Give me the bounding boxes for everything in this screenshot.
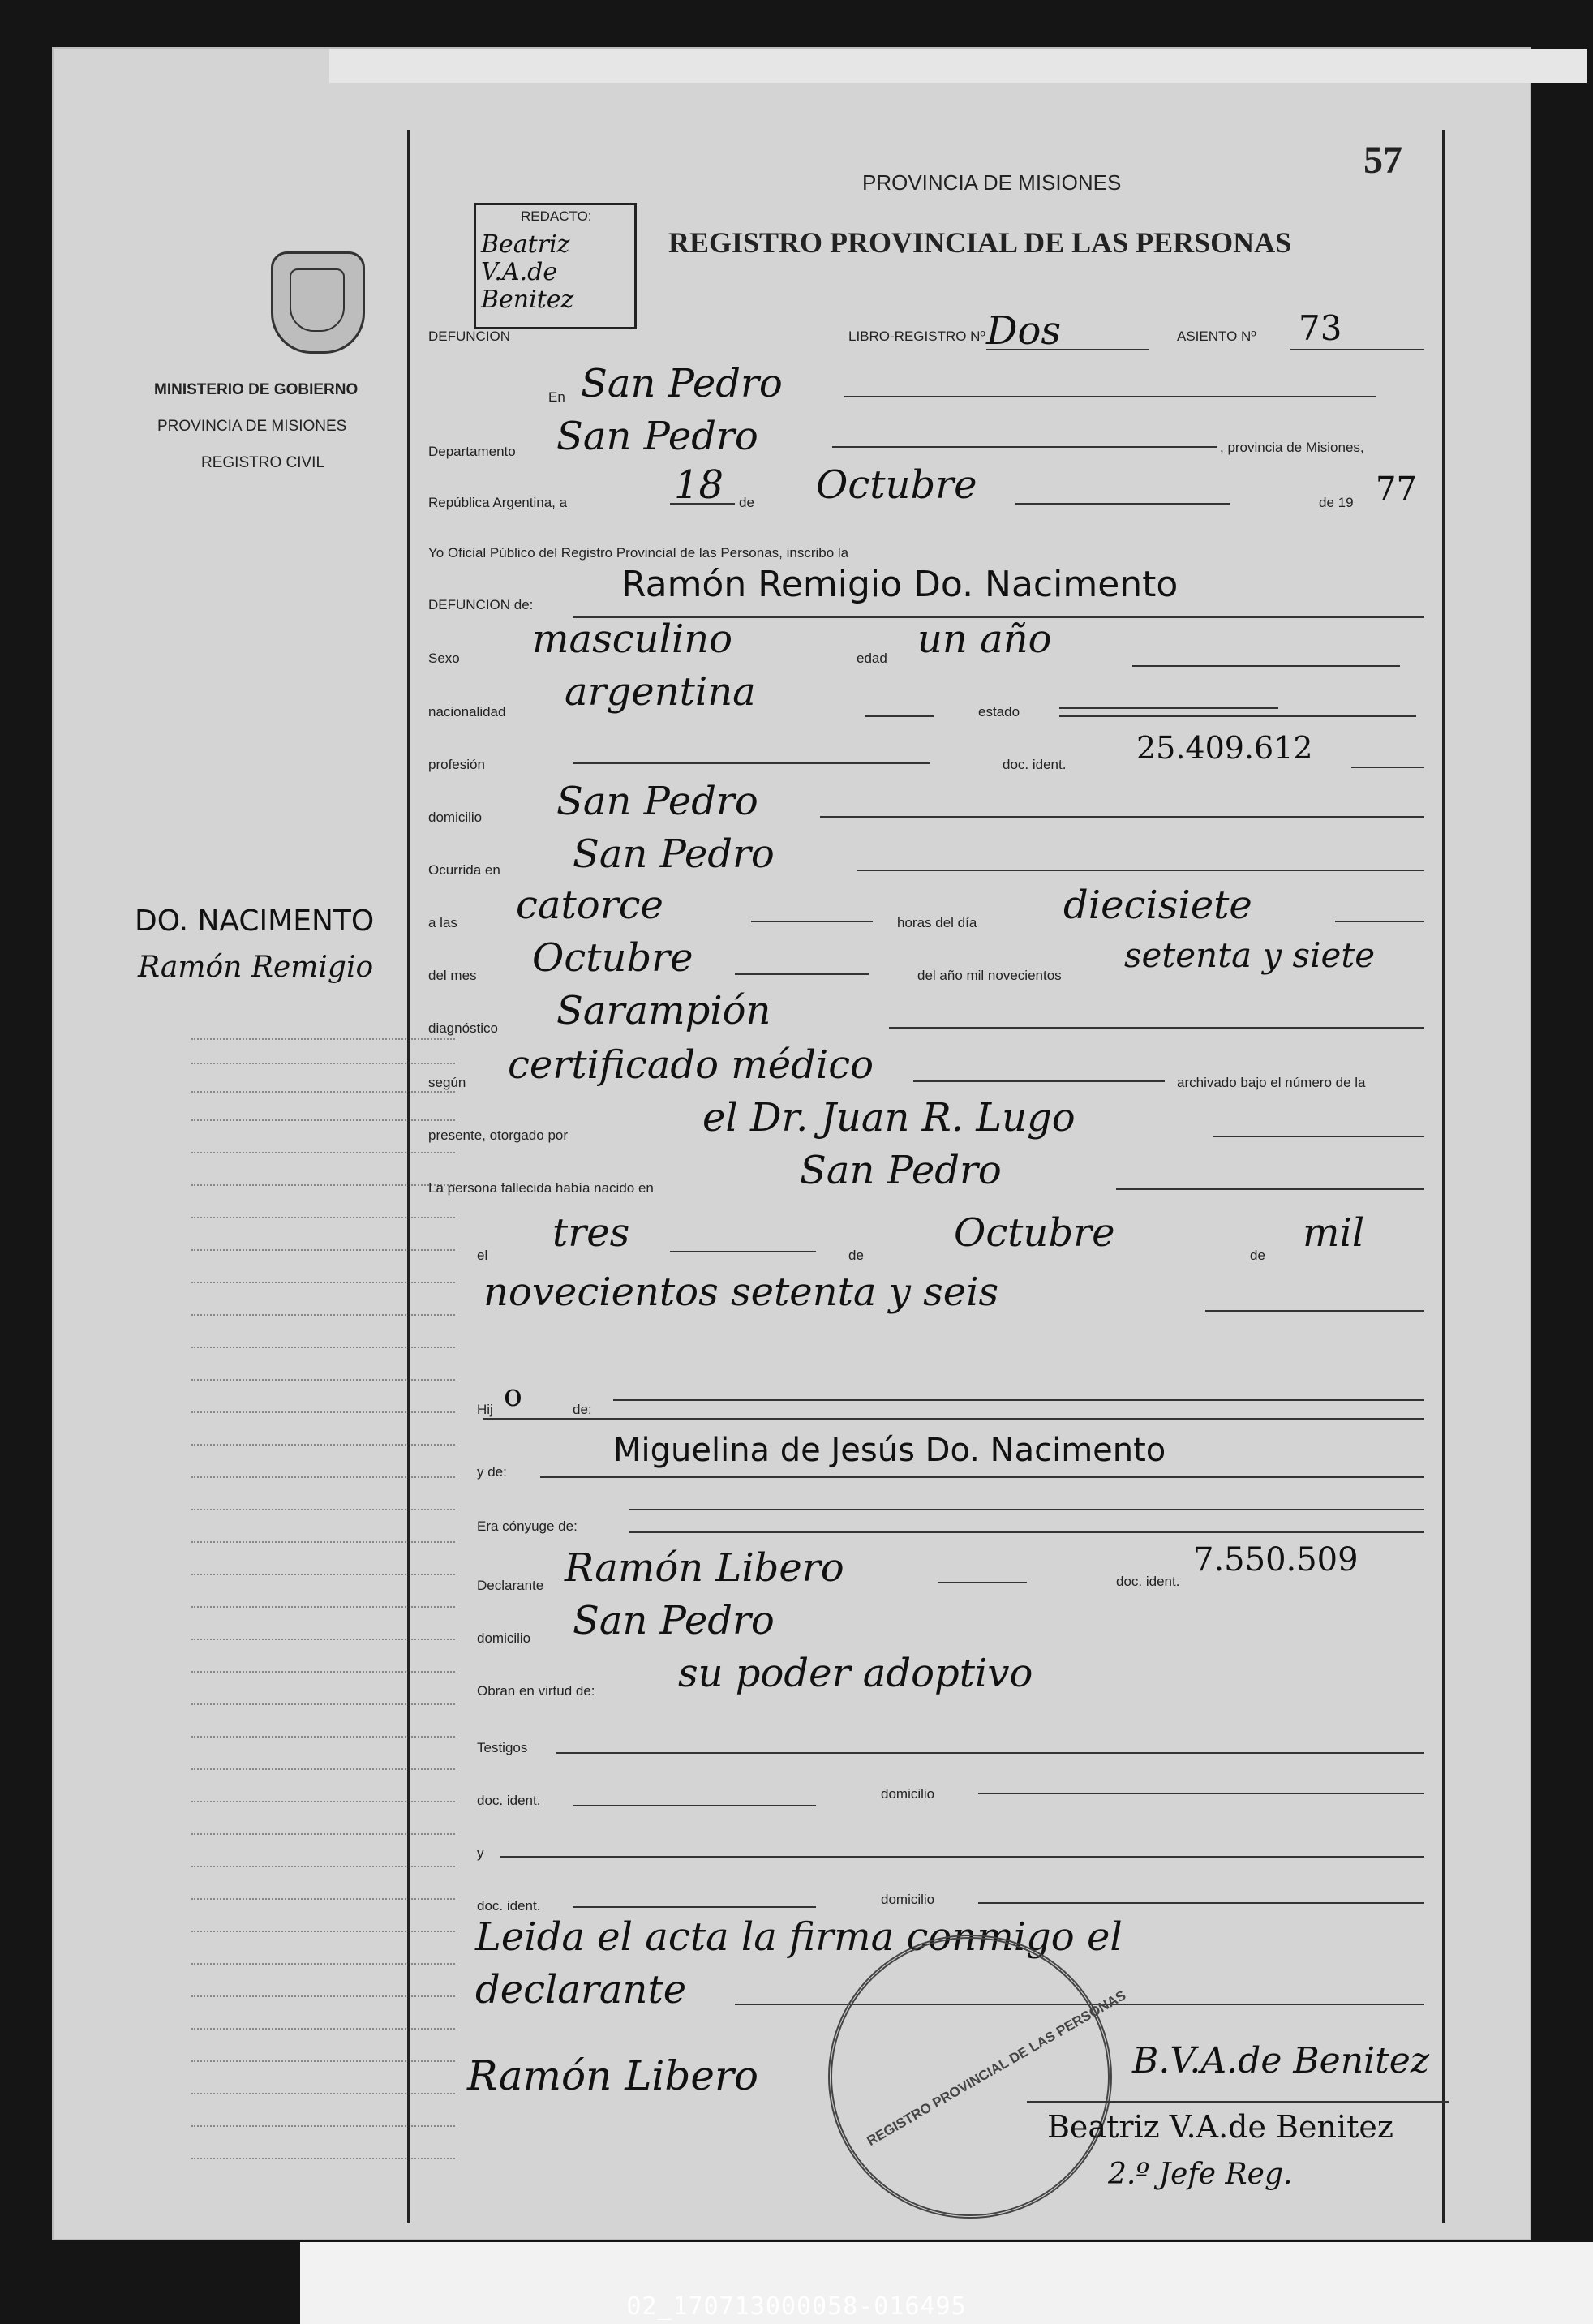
province-title: PROVINCIA DE MISIONES [862,170,1122,195]
label-republica: República Argentina, a [428,495,568,510]
label-edad: edad [857,651,887,666]
value-dia: 18 [674,462,724,508]
value-diagnostico: Sarampión [556,988,771,1033]
label-defuncion-de: DEFUNCION de: [428,597,534,612]
label-doc-ident: doc. ident. [1003,757,1067,772]
value-nacido-dia: tres [552,1210,630,1256]
value-en: San Pedro [581,361,783,406]
value-departamento: San Pedro [556,414,758,459]
label-nacido-en: La persona fallecida había nacido en [428,1180,654,1196]
value-segun: certificado médico [508,1042,874,1088]
label-a-las: a las [428,915,457,930]
label-del-mes: del mes [428,968,477,983]
value-libro: Dos [986,308,1062,354]
stamp-text: REGISTRO PROVINCIAL DE LAS PERSONAS [864,1987,1129,2150]
value-nombre: Ramón Remigio Do. Nacimento [621,564,1179,605]
label-estado: estado [978,704,1020,720]
value-otorgado-por: el Dr. Juan R. Lugo [702,1095,1076,1141]
label-hij: Hij [477,1402,493,1417]
label-en: En [548,389,565,405]
signature-oficial: B.V.A.de Benitez [1132,2040,1430,2081]
value-edad: un año [917,616,1052,662]
label-provincia-de: , provincia de Misiones, [1220,440,1364,455]
value-anio-muerte: setenta y siete [1124,935,1376,975]
value-ocurrida-en: San Pedro [573,831,775,877]
label-nacionalidad: nacionalidad [428,704,506,720]
label-el: el [477,1248,488,1263]
page-edge [329,49,1587,83]
value-nacionalidad: argentina [565,669,756,715]
ministry-title: MINISTERIO DE GOBIERNO [154,381,359,398]
label-de-padre: de: [573,1402,592,1417]
label-de-nacido-2: de [1250,1248,1265,1263]
redacto-name: Beatriz V.A.de Benitez [481,230,574,314]
label-declarante-domicilio: domicilio [477,1630,531,1646]
ministry-province: PROVINCIA DE MISIONES [157,418,347,435]
label-departamento: Departamento [428,444,516,459]
value-anio: 77 [1376,470,1417,508]
label-testigo-domicilio-1: domicilio [881,1786,935,1802]
value-declarante: Ramón Libero [565,1545,844,1591]
footer-code: 02_170713000058-016495 [626,2292,967,2321]
value-domicilio: San Pedro [556,779,758,824]
label-yo-oficial: Yo Oficial Público del Registro Provincial de las Personas, inscribo la [428,545,849,561]
value-madre: Miguelina de Jesús Do. Nacimento [613,1432,1166,1469]
label-conyuge: Era cónyuge de: [477,1519,578,1534]
label-asiento: ASIENTO Nº [1177,329,1256,344]
label-de: de [739,495,754,510]
label-testigo-y: y [477,1845,484,1861]
label-profesion: profesión [428,757,485,772]
value-nacido-anio-1: mil [1303,1210,1365,1256]
label-de-19: de 19 [1319,495,1354,510]
margin-note-name: Ramón Remigio [138,951,374,984]
value-nacido-anio-2: novecientos setenta y seis [483,1269,999,1315]
redacto-box [474,203,637,329]
label-declarante-doc: doc. ident. [1116,1574,1180,1589]
redacto-label: REDACTO: [521,208,592,224]
coat-of-arms-icon [271,251,365,354]
label-testigo-doc-1: doc. ident. [477,1793,541,1808]
official-stamp [828,1935,1129,2219]
value-mes-muerte: Octubre [532,935,693,981]
label-presente: presente, otorgado por [428,1128,569,1143]
label-ocurrida-en: Ocurrida en [428,862,500,878]
label-horas-del-dia: horas del día [897,915,977,930]
label-de-nacido-1: de [848,1248,864,1263]
value-obran: su poder adoptivo [678,1651,1033,1696]
label-testigos: Testigos [477,1740,528,1755]
label-y-de: y de: [477,1464,507,1480]
value-nacido-en: San Pedro [800,1148,1002,1193]
right-frame-line [1442,130,1445,2223]
label-declarante: Declarante [477,1578,544,1593]
label-libro: LIBRO-REGISTRO Nº [848,329,985,344]
label-testigo-doc-2: doc. ident. [477,1898,541,1914]
label-domicilio: domicilio [428,810,483,825]
value-sexo: masculino [532,616,733,662]
document-page [52,47,1531,2240]
ministry-civil-registry: REGISTRO CIVIL [201,454,325,471]
signature-declarante: Ramón Libero [467,2052,759,2099]
label-del-anio: del año mil novecientos [917,968,1062,983]
label-diagnostico: diagnóstico [428,1020,499,1036]
registry-title: REGISTRO PROVINCIAL DE LAS PERSONAS [668,226,1292,259]
value-declarante-domicilio: San Pedro [573,1598,775,1643]
value-doc-ident: 25.409.612 [1136,730,1313,766]
value-declarante-doc: 7.550.509 [1193,1541,1359,1579]
left-frame-line [407,130,410,2223]
closing-line-1: Leida el acta la firma conmigo el [475,1914,1123,1960]
label-obran: Obran en virtud de: [477,1683,595,1699]
label-sexo: Sexo [428,651,460,666]
value-dia-muerte: diecisiete [1063,883,1252,928]
page-number: 57 [1363,139,1402,182]
oficial-name: Beatriz V.A.de Benitez [1047,2109,1393,2145]
oficial-cargo: 2.º Jefe Reg. [1108,2158,1293,2191]
value-nacido-mes: Octubre [954,1210,1115,1256]
value-hora: catorce [516,883,663,928]
closing-line-2: declarante [475,1967,687,2013]
value-hijo-suffix: o [504,1377,522,1413]
label-segun: según [428,1075,466,1090]
margin-note-surname: DO. NACIMENTO [135,904,375,938]
value-mes: Octubre [816,462,977,508]
label-archivado: archivado bajo el número de la [1177,1075,1366,1090]
label-testigo-domicilio-2: domicilio [881,1892,935,1907]
label-defuncion: DEFUNCION [428,329,511,344]
value-asiento: 73 [1299,308,1342,348]
